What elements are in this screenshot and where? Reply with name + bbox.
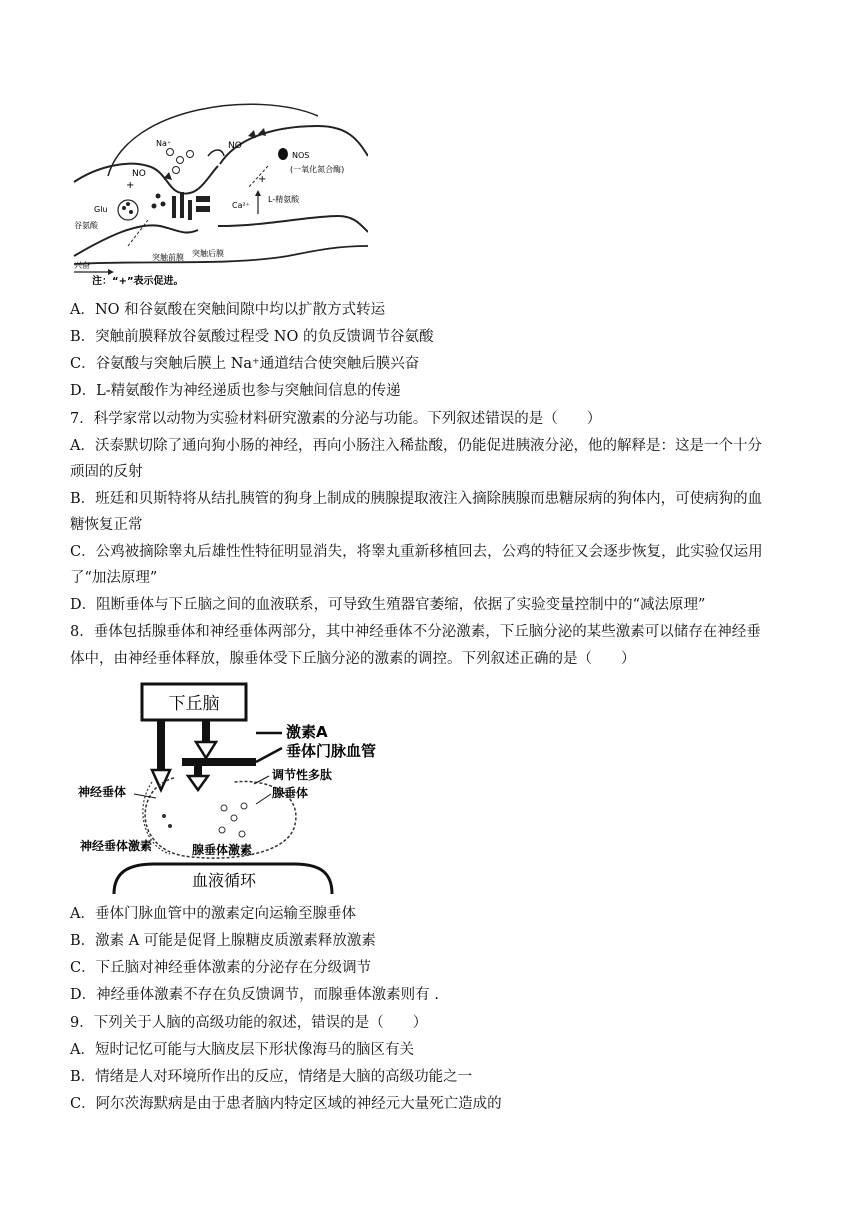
label-no-right: NO <box>228 141 242 151</box>
label-plus-2: + <box>258 174 267 185</box>
q7-option-d: D．阻断垂体与下丘脑之间的血液联系，可导致生殖器官萎缩，依据了实验变量控制中的“减法原理” <box>70 597 706 613</box>
q9-option-c: C．阿尔茨海默病是由于患者脑内特定区域的神经元大量死亡造成的 <box>70 1096 502 1112</box>
q7-stem: 7．科学家常以动物为实验材料研究激素的分泌与功能。下列叙述错误的是（ ） <box>70 411 602 427</box>
q9-option-b: B．情绪是人对环境所作出的反应，情绪是大脑的高级功能之一 <box>70 1069 473 1085</box>
q6-option-d: D．L-精氨酸作为神经递质也参与突触间信息的传递 <box>70 383 401 399</box>
q8-stem-line1: 8．垂体包括腺垂体和神经垂体两部分，其中神经垂体不分泌激素，下丘脑分泌的某些激素可以储存在神经垂 <box>70 624 761 640</box>
q6-option-a: A．NO 和谷氨酸在突触间隙中均以扩散方式转运 <box>70 302 386 318</box>
regulatory-peptide-label: 调节性多肽 <box>272 768 333 782</box>
figure-note: 注：“+”表示促进。 <box>92 276 184 286</box>
label-nos: NOS <box>292 151 310 160</box>
q8-stem-line2: 体中，由神经垂体释放，腺垂体受下丘脑分泌的激素的调控。下列叙述正确的是（ ） <box>70 651 636 667</box>
synapse-diagram <box>68 96 368 286</box>
blood-circulation-label: 血液循环 <box>191 871 257 890</box>
q6-option-c: C．谷氨酸与突触后膜上 Na⁺通道结合使突触后膜兴奋 <box>70 356 420 372</box>
hormone-a-label: 激素A <box>286 723 328 741</box>
portal-vessel-label: 垂体门脉血管 <box>286 742 377 760</box>
q7-option-b-line1: B．班廷和贝斯特将从结扎胰管的狗身上制成的胰腺提取液注入摘除胰腺而患糖尿病的狗体内，可使病狗的血 <box>70 491 763 507</box>
label-glu: Glu <box>94 205 108 214</box>
q8-option-c: C．下丘脑对神经垂体激素的分泌存在分级调节 <box>70 960 372 976</box>
adenohypophysis-hormone-label: 腺垂体激素 <box>192 843 253 857</box>
label-arginine: L-精氨酸 <box>268 195 300 204</box>
q7-option-a-line2: 顽固的反射 <box>70 464 143 480</box>
neurohypophysis-label: 神经垂体 <box>78 785 127 799</box>
label-presynaptic: 突触前膜 <box>152 253 184 262</box>
label-glu-cn: 谷氨酸 <box>74 221 98 230</box>
neurohypophysis-hormone-label: 神经垂体激素 <box>80 839 153 853</box>
q7-option-c-line1: C．公鸡被摘除睾丸后雄性性特征明显消失，将睾丸重新移植回去，公鸡的特征又会逐步恢复，此实验仅运用 <box>70 544 763 560</box>
q8-option-a: A．垂体门脉血管中的激素定向运输至腺垂体 <box>70 906 356 922</box>
label-excite: 兴奋 <box>74 261 90 270</box>
pituitary-diagram <box>74 678 404 896</box>
q7-option-c-line2: 了“加法原理” <box>70 570 158 586</box>
label-plus-1: + <box>126 180 135 191</box>
adenohypophysis-label: 腺垂体 <box>272 786 309 800</box>
q7-option-a-line1: A．沃泰默切除了通向狗小肠的神经，再向小肠注入稀盐酸，仍能促进胰液分泌，他的解释是：这是一个十分 <box>70 438 762 454</box>
q9-option-a: A．短时记忆可能与大脑皮层下形状像海马的脑区有关 <box>70 1042 414 1058</box>
label-nos-sub: (一氧化氮合酶) <box>290 165 345 174</box>
label-na: Na⁺ <box>156 139 172 148</box>
label-no-left: NO <box>132 169 146 179</box>
q9-stem: 9．下列关于人脑的高级功能的叙述，错误的是（ ） <box>70 1015 428 1031</box>
label-postsynaptic: 突触后膜 <box>192 249 224 258</box>
q8-option-d: D．神经垂体激素不存在负反馈调节，而腺垂体激素则有 . <box>70 987 439 1003</box>
hypothalamus-label: 下丘脑 <box>168 694 220 714</box>
q8-option-b: B．激素 A 可能是促肾上腺糖皮质激素释放激素 <box>70 933 376 949</box>
q7-option-b-line2: 糖恢复正常 <box>70 517 143 533</box>
label-ca: Ca²⁺ <box>232 201 250 210</box>
q6-option-b: B．突触前膜释放谷氨酸过程受 NO 的负反馈调节谷氨酸 <box>70 329 434 345</box>
